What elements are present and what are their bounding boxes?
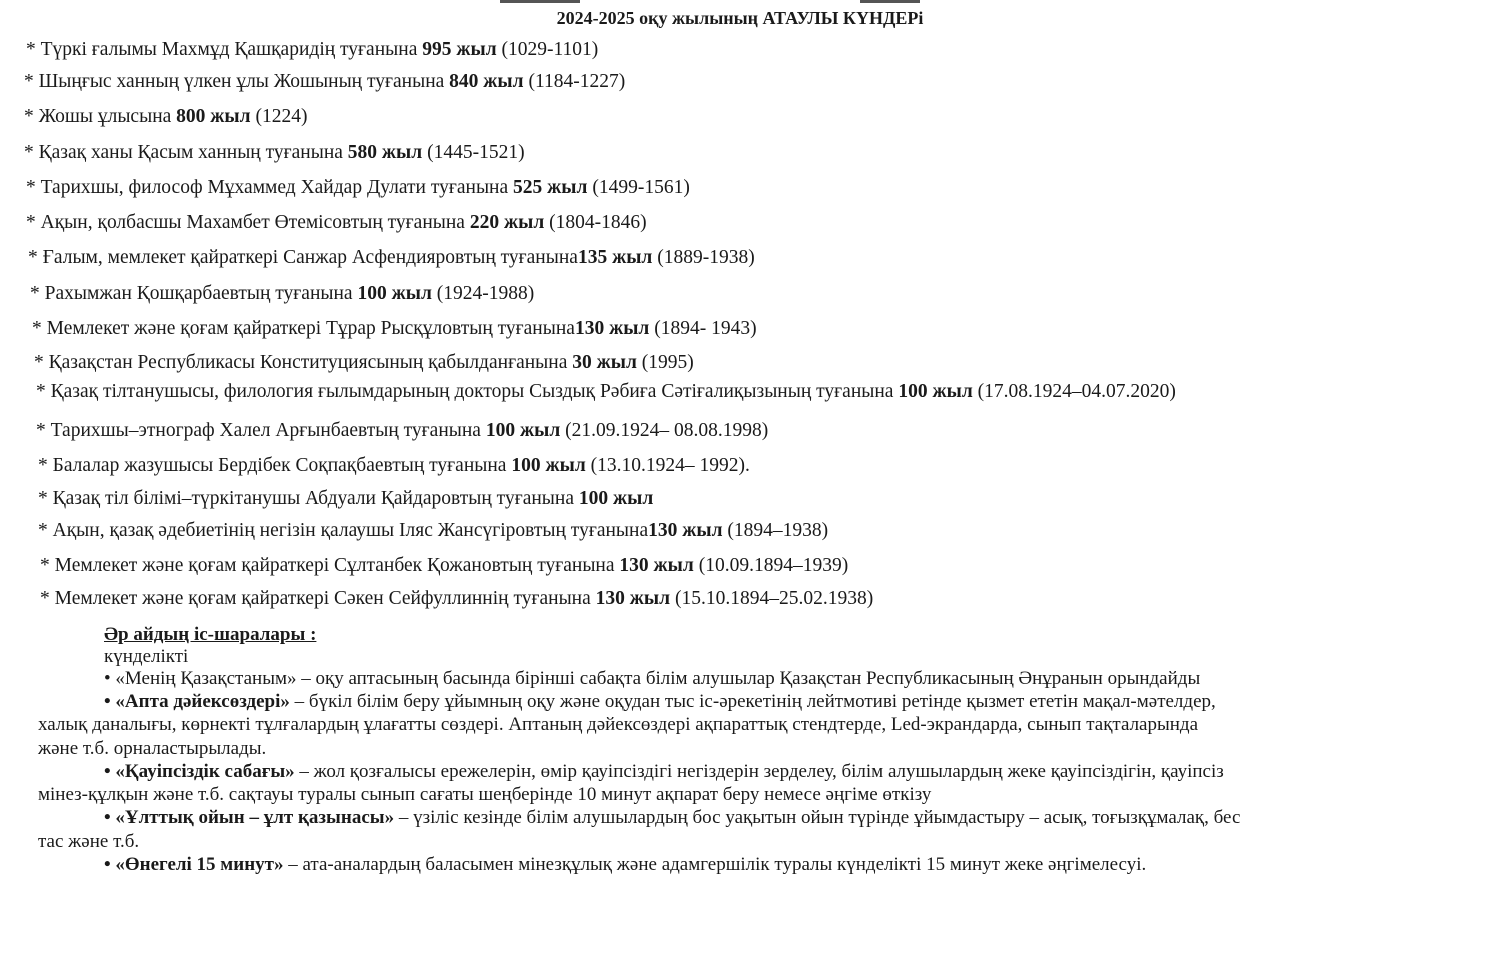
anniversary-dates: (1995) (636, 352, 694, 373)
anniversary-dates: (1894- 1943) (649, 318, 757, 339)
anniversary-text: * Ақын, қазақ әдебиетінің негізін қалаушы Іляс Жансүгіровтың туғанына (38, 520, 649, 541)
anniversary-text: * Шыңғыс ханның үлкен ұлы Жошының туғанына (24, 71, 450, 92)
section-subheading: күнделікті (104, 646, 189, 667)
anniversary-years: 840 жыл (449, 71, 524, 92)
anniversary-dates: (1924-1988) (431, 283, 535, 304)
event-item-4-cont: тас және т.б. (38, 831, 140, 852)
anniversary-years: 135 жыл (577, 247, 653, 268)
anniversary-text: * Түркі ғалымы Махмұд Қашқаридің туғанына (26, 39, 423, 60)
anniversary-years: 130 жыл (619, 555, 694, 576)
event-item-4 (104, 806, 1240, 829)
anniversary-item (32, 317, 757, 341)
anniversary-years: 100 жыл (578, 488, 654, 509)
anniversary-text: * Балалар жазушысы Бердібек Соқпақбаевтың туғанына (38, 455, 512, 476)
anniversary-years: 580 жыл (347, 142, 423, 163)
anniversary-years: 100 жыл (511, 455, 586, 476)
anniversary-text: * Қазақ ханы Қасым ханның туғанына (24, 142, 348, 163)
anniversary-item (36, 419, 768, 443)
anniversary-years: 130 жыл (648, 520, 723, 541)
anniversary-item (38, 519, 828, 543)
anniversary-dates: (1889-1938) (652, 247, 755, 268)
anniversary-years: 800 жыл (176, 106, 251, 127)
event-item-1: • «Менің Қазақстаным» – оқу аптасының басында бірінші сабақта білім алушылар Қазақстан Республикасының Әнұранын орындайды (104, 668, 1201, 689)
anniversary-item (40, 587, 873, 611)
event-item-5 (104, 853, 1146, 876)
anniversary-item (26, 211, 647, 235)
event-item-2-title: • «Апта дәйексөздері» (104, 691, 290, 712)
anniversary-item (38, 454, 750, 478)
section-heading: Әр айдың іс-шаралары : (104, 624, 317, 645)
anniversary-text: * Мемлекет және қоғам қайраткері Сұлтанбек Қожановтың туғанына (40, 555, 620, 576)
page-title: 2024-2025 оқу жылының АТАУЛЫ КҮНДЕРі (556, 8, 924, 28)
anniversary-item (26, 176, 690, 200)
anniversary-dates: (1029-1101) (496, 39, 599, 60)
anniversary-item (26, 38, 598, 62)
anniversary-text: * Мемлекет және қоғам қайраткері Тұрар Рысқұловтың туғанына (32, 318, 575, 339)
event-item-2 (104, 690, 1216, 713)
top-border-line (500, 0, 580, 3)
anniversary-dates: (1499-1561) (587, 177, 690, 198)
anniversary-years: 30 жыл (572, 352, 637, 373)
anniversary-dates: (1804-1846) (544, 212, 647, 233)
anniversary-years: 995 жыл (422, 39, 497, 60)
event-item-3-text: – жол қозғалысы ережелерін, өмір қауіпсіздігі негіздерін зерделеу, білім алушылардың жеке қауіпсіздігін, қауіпсіз (294, 761, 1224, 782)
anniversary-text: * Тарихшы–этнограф Халел Арғынбаевтың туғанына (36, 420, 486, 441)
anniversary-text: * Ақын, қолбасшы Махамбет Өтемісовтың туғанына (26, 212, 470, 233)
anniversary-text: * Қазақ тіл білімі–түркітанушы Абдуали Қайдаровтың туғанына (38, 488, 579, 509)
anniversary-text: * Мемлекет және қоғам қайраткері Сәкен Сейфуллиннің туғанына (40, 588, 596, 609)
anniversary-years: 100 жыл (485, 420, 561, 441)
event-item-4-title: • «Ұлттық ойын – ұлт қазынасы» (104, 807, 395, 828)
anniversary-dates: (1224) (250, 106, 308, 127)
anniversary-dates: (15.10.1894–25.02.1938) (670, 588, 874, 609)
event-item-3-title: • «Қауіпсіздік сабағы» (104, 761, 295, 782)
anniversary-dates: (17.08.1924–04.07.2020) (972, 381, 1176, 402)
event-item-4-text: – үзіліс кезінде білім алушылардың бос уақытын ойын түрінде ұйымдастыру – асық, тоғызқұмалақ, бес (394, 807, 1241, 828)
anniversary-text: * Ғалым, мемлекет қайраткері Санжар Асфендияровтың туғанына (28, 247, 578, 268)
anniversary-text: * Рахымжан Қошқарбаевтың туғанына (30, 283, 358, 304)
anniversary-text: * Жошы ұлысына (24, 106, 177, 127)
anniversary-dates: (1894–1938) (722, 520, 829, 541)
anniversary-years: 130 жыл (574, 318, 650, 339)
event-item-2-cont: халық даналығы, көрнекті тұлғалардың ұлағатты сөздері. Аптаның дәйексөздері ақпараттық стендтерде, Led-экрандарда, сынып тақталарында (38, 714, 1199, 735)
anniversary-text: * Қазақ тілтанушысы, филология ғылымдарының докторы Сыздық Рәбиға Сәтіғалиқызының туғанына (36, 381, 899, 402)
event-item-3 (104, 760, 1224, 783)
anniversary-dates: (10.09.1894–1939) (693, 555, 849, 576)
anniversary-item (24, 105, 307, 129)
monthly-events-section (104, 624, 316, 668)
top-border-line (860, 0, 920, 3)
anniversary-item (28, 246, 755, 270)
anniversary-dates: (1445-1521) (422, 142, 525, 163)
anniversary-item (36, 380, 1176, 404)
anniversary-years: 100 жыл (898, 381, 973, 402)
anniversary-years: 525 жыл (513, 177, 588, 198)
anniversary-dates: (1184-1227) (523, 71, 626, 92)
anniversary-item (40, 554, 848, 578)
anniversary-text: * Тарихшы, философ Мұхаммед Хайдар Дулати туғанына (26, 177, 514, 198)
event-item-3-cont: мінез-құлқын және т.б. сақтауы туралы сынып сағаты шеңберінде 10 минут ақпарат беру немесе әңгіме өткізу (38, 784, 932, 805)
event-item-5-title: • «Өнегелі 15 минут» (104, 854, 284, 875)
anniversary-text: * Қазақстан Республикасы Конституциясының қабылданғанына (34, 352, 573, 373)
anniversary-years: 100 жыл (357, 283, 432, 304)
event-item-2-end: және т.б. орналастырылады. (38, 738, 267, 759)
anniversary-item (34, 351, 694, 375)
anniversary-years: 130 жыл (595, 588, 671, 609)
event-item-2-text: – бүкіл білім беру ұйымның оқу және оқудан тыс іс-әрекетінің лейтмотиві ретінде қызмет ететін мақал-мәтелдер, (289, 691, 1216, 712)
anniversary-dates: (13.10.1924– 1992). (585, 455, 750, 476)
anniversary-item (24, 141, 525, 165)
anniversary-item (24, 70, 625, 94)
anniversary-item (30, 282, 534, 306)
anniversary-dates: (21.09.1924– 08.08.1998) (560, 420, 769, 441)
anniversary-years: 220 жыл (469, 212, 545, 233)
event-item-5-text: – ата-аналардың баласымен мінезқұлық және адамгершілік туралы күнделікті 15 минут жеке әңгімелесуі. (283, 854, 1147, 875)
anniversary-item (38, 487, 653, 511)
